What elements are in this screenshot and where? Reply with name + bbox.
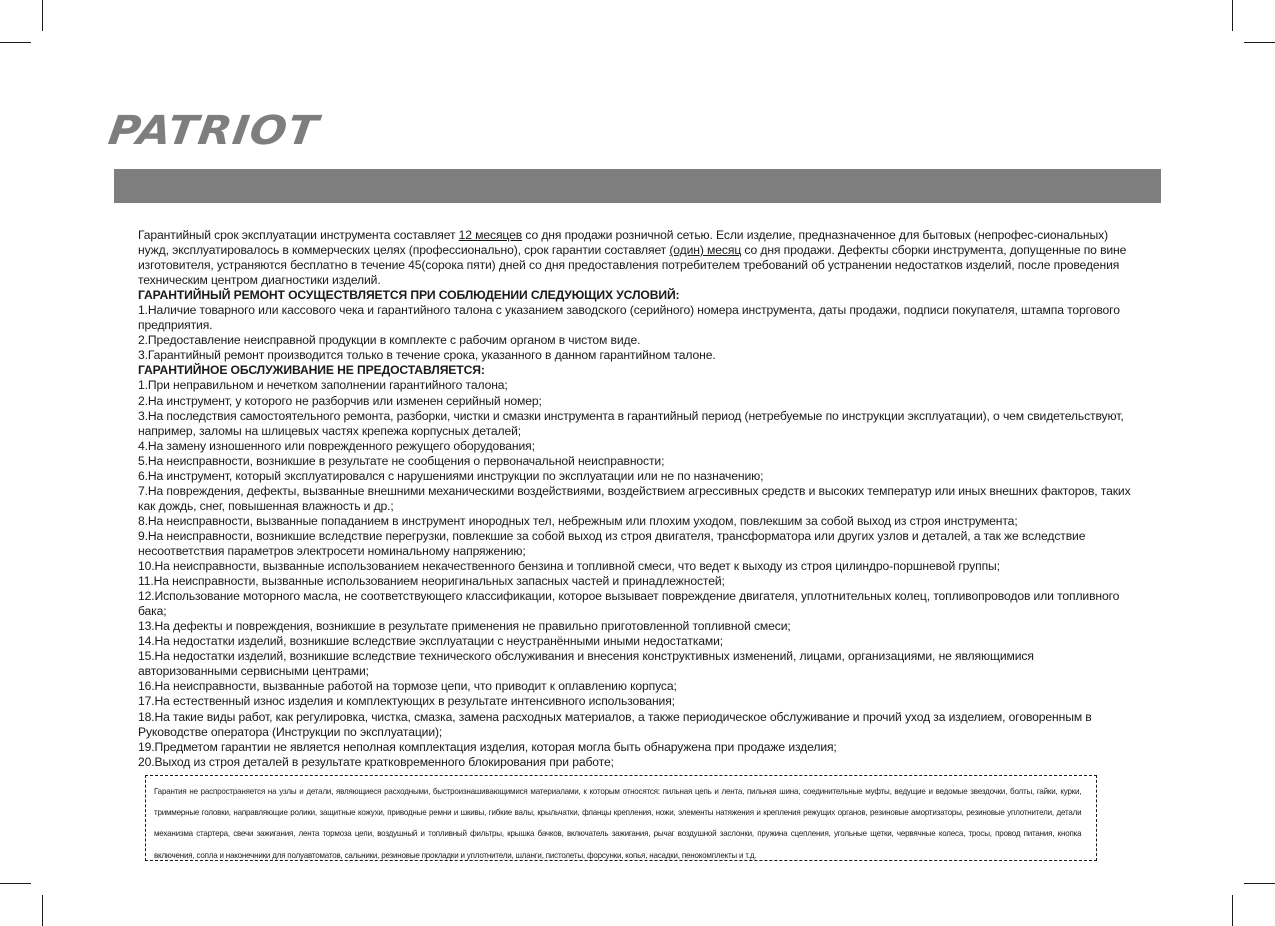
warranty-period: 12 месяцев — [458, 228, 523, 242]
exclusion-item: 16.На неисправности, вызванные работой на тормозе цепи, что приводит к оплавлению корпуса; — [138, 679, 677, 694]
exclusion-item: 17.На естественный износ изделия и комплектующих в результате интенсивного использования; — [138, 694, 675, 709]
crop-mark-bottom-right-horizontal — [1244, 883, 1275, 884]
exclusion-item: 18.На такие виды работ, как регулировка, чистка, смазка, замена расходных материалов, а также периодическое обслуживание и прочий уход за изделием, оговоренным в Руководстве оператора (Инструкции по эксплуатации); — [138, 709, 1092, 739]
exclusion-item: 2.На инструмент, у которого не разборчив или изменен серийный номер; — [138, 393, 542, 408]
intro-text-2: со дня продажи розничной сетью. Если изделие, предназначенное для бытовых (непрофес-сиональных) нужд, эксплуатировалось в коммерческих целях (профессионально), срок гарантии составляет — [138, 228, 1108, 258]
crop-mark-top-left-vertical — [42, 0, 43, 31]
exclusion-item: 19.Предметом гарантии не является неполная комплектация изделия, которая могла быть обнаружена при продаже изделия; — [138, 739, 837, 754]
exclusion-item: 1.При неправильном и нечетком заполнении гарантийного талона; — [138, 378, 508, 393]
consumables-note-box — [145, 775, 1097, 861]
exclusion-item: 20.Выход из строя деталей в результате кратковременного блокирования при работе; — [138, 754, 614, 769]
condition-item: 2.Предоставление неисправной продукции в комплекте с рабочим органом в чистом виде. — [138, 333, 641, 348]
exclusions-heading: ГАРАНТИЙНОЕ ОБСЛУЖИВАНИЕ НЕ ПРЕДОСТАВЛЯЕТСЯ: — [138, 363, 485, 378]
exclusion-item: 3.На последствия самостоятельного ремонта, разборки, чистки и смазки инструмента в гарантийный период (нетребуемые по инструкции эксплуатации), о чем свидетельствуют, например, заломы на шлицевых частях крепежа корпусных деталей; — [138, 408, 1124, 438]
exclusion-item: 7.На повреждения, дефекты, вызванные внешними механическими воздействиями, воздействием агрессивных средств и высоких температур или иных внешних факторов, таких как дождь, снег, повышенная влажность и др.; — [138, 483, 1131, 513]
logo-wordmark: PATRIOT — [105, 108, 322, 154]
crop-mark-bottom-left-horizontal — [0, 883, 31, 884]
condition-item: 1.Наличие товарного или кассового чека и гарантийного талона с указанием заводского (серийного) номера инструмента, даты продажи, подписи покупателя, штампа торгового предприятия. — [138, 303, 1120, 333]
patriot-logo — [105, 108, 364, 154]
intro-text-3: со дня продажи. Дефекты сборки инструмента, допущенные по вине изготовителя, устраняются бесплатно в течение 45(сорока пяти) дней со дня предоставления потребителем требований об устранении недостатков изделий, после проведения техническим центром диагностики изделий. — [138, 243, 1127, 288]
crop-mark-top-left-horizontal — [0, 42, 31, 43]
exclusion-item: 8.На неисправности, вызванные попаданием в инструмент инородных тел, небрежным или плохим уходом, повлекшим за собой выход из строя инструмента; — [138, 513, 1018, 528]
warranty-text — [138, 228, 1134, 770]
exclusion-item: 6.На инструмент, который эксплуатировался с нарушениями инструкции по эксплуатации или не по назначению; — [138, 468, 764, 483]
exclusion-item: 4.На замену изношенного или поврежденного режущего оборудования; — [138, 438, 535, 453]
condition-item: 3.Гарантийный ремонт производится только в течение срока, указанного в данном гарантийном талоне. — [138, 348, 716, 363]
exclusion-item: 14.На недостатки изделий, возникшие вследствие эксплуатации с неустранёнными иными недостатками; — [138, 634, 724, 649]
exclusion-item: 12.Использование моторного масла, не соответствующего классификации, которое вызывает повреждение двигателя, уплотнительных колец, топливопроводов или топливного бака; — [138, 589, 1120, 619]
crop-mark-bottom-left-vertical — [42, 895, 43, 926]
exclusion-item: 5.На неисправности, возникшие в результате не сообщения о первоначальной неисправности; — [138, 453, 665, 468]
exclusion-item: 11.На неисправности, вызванные использованием неоригинальных запасных частей и принадлежностей; — [138, 574, 725, 589]
header-banner — [114, 169, 1161, 203]
exclusion-item: 13.На дефекты и повреждения, возникшие в результате применения не правильно приготовленной топливной смеси; — [138, 619, 791, 634]
exclusion-item: 10.На неисправности, вызванные использованием некачественного бензина и топливной смеси, что ведет к выходу из строя цилиндро-поршневой группы; — [138, 559, 1000, 574]
conditions-heading: ГАРАНТИЙНЫЙ РЕМОНТ ОСУЩЕСТВЛЯЕТСЯ ПРИ СОБЛЮДЕНИИ СЛЕДУЮЩИХ УСЛОВИЙ: — [138, 288, 680, 303]
commercial-warranty-period: (один) месяц — [669, 243, 742, 258]
crop-mark-top-right-vertical — [1232, 0, 1233, 31]
crop-mark-bottom-right-vertical — [1232, 895, 1233, 926]
consumables-note: Гарантия не распространяется на узлы и детали, являющиеся расходными, быстроизнашивающимися материалами, к которым относятся: пильная цепь и лента, пильная шина, соединительные муфты, ведущие и ведомые звездочки, болты, гайки, курки, триммерные головки, направляющие ролики, защитные кожухи, приводные ремни и шкивы, гибкие валы, крыльчатки, фланцы крепления, ножи, элементы натяжения и крепления режущих органов, резиновые амортизаторы, резиновые уплотнители, детали механизма стартера, свечи зажигания, лента тормоза цепи, воздушный и топливный фильтры, крышка бачков, включатель зажигания, рычаг воздушной заслонки, пружина сцепления, угольные щетки, червячные колеса, тросы, провод питания, кнопка включения, сопла и наконечники для полуавтоматов, сальники, резиновые прокладки и уплотнители, шланги, пистолеты, форсунки, копья, насадки, пенокомплекты и т.д. — [154, 787, 1082, 860]
intro-text-1: Гарантийный срок эксплуатации инструмента составляет — [138, 228, 459, 242]
crop-mark-top-right-horizontal — [1244, 42, 1275, 43]
exclusion-item: 15.На недостатки изделий, возникшие вследствие технического обслуживания и внесения конструктивных изменений, лицами, организациями, не являющимися авторизованными сервисными центрами; — [138, 649, 1034, 679]
warranty-intro — [138, 228, 1134, 288]
exclusion-item: 9.На неисправности, возникшие вследствие перегрузки, повлекшие за собой выход из строя двигателя, трансформатора или других узлов и деталей, а так же вследствие несоответствия параметров электросети номинальному напряжению; — [138, 528, 1086, 558]
